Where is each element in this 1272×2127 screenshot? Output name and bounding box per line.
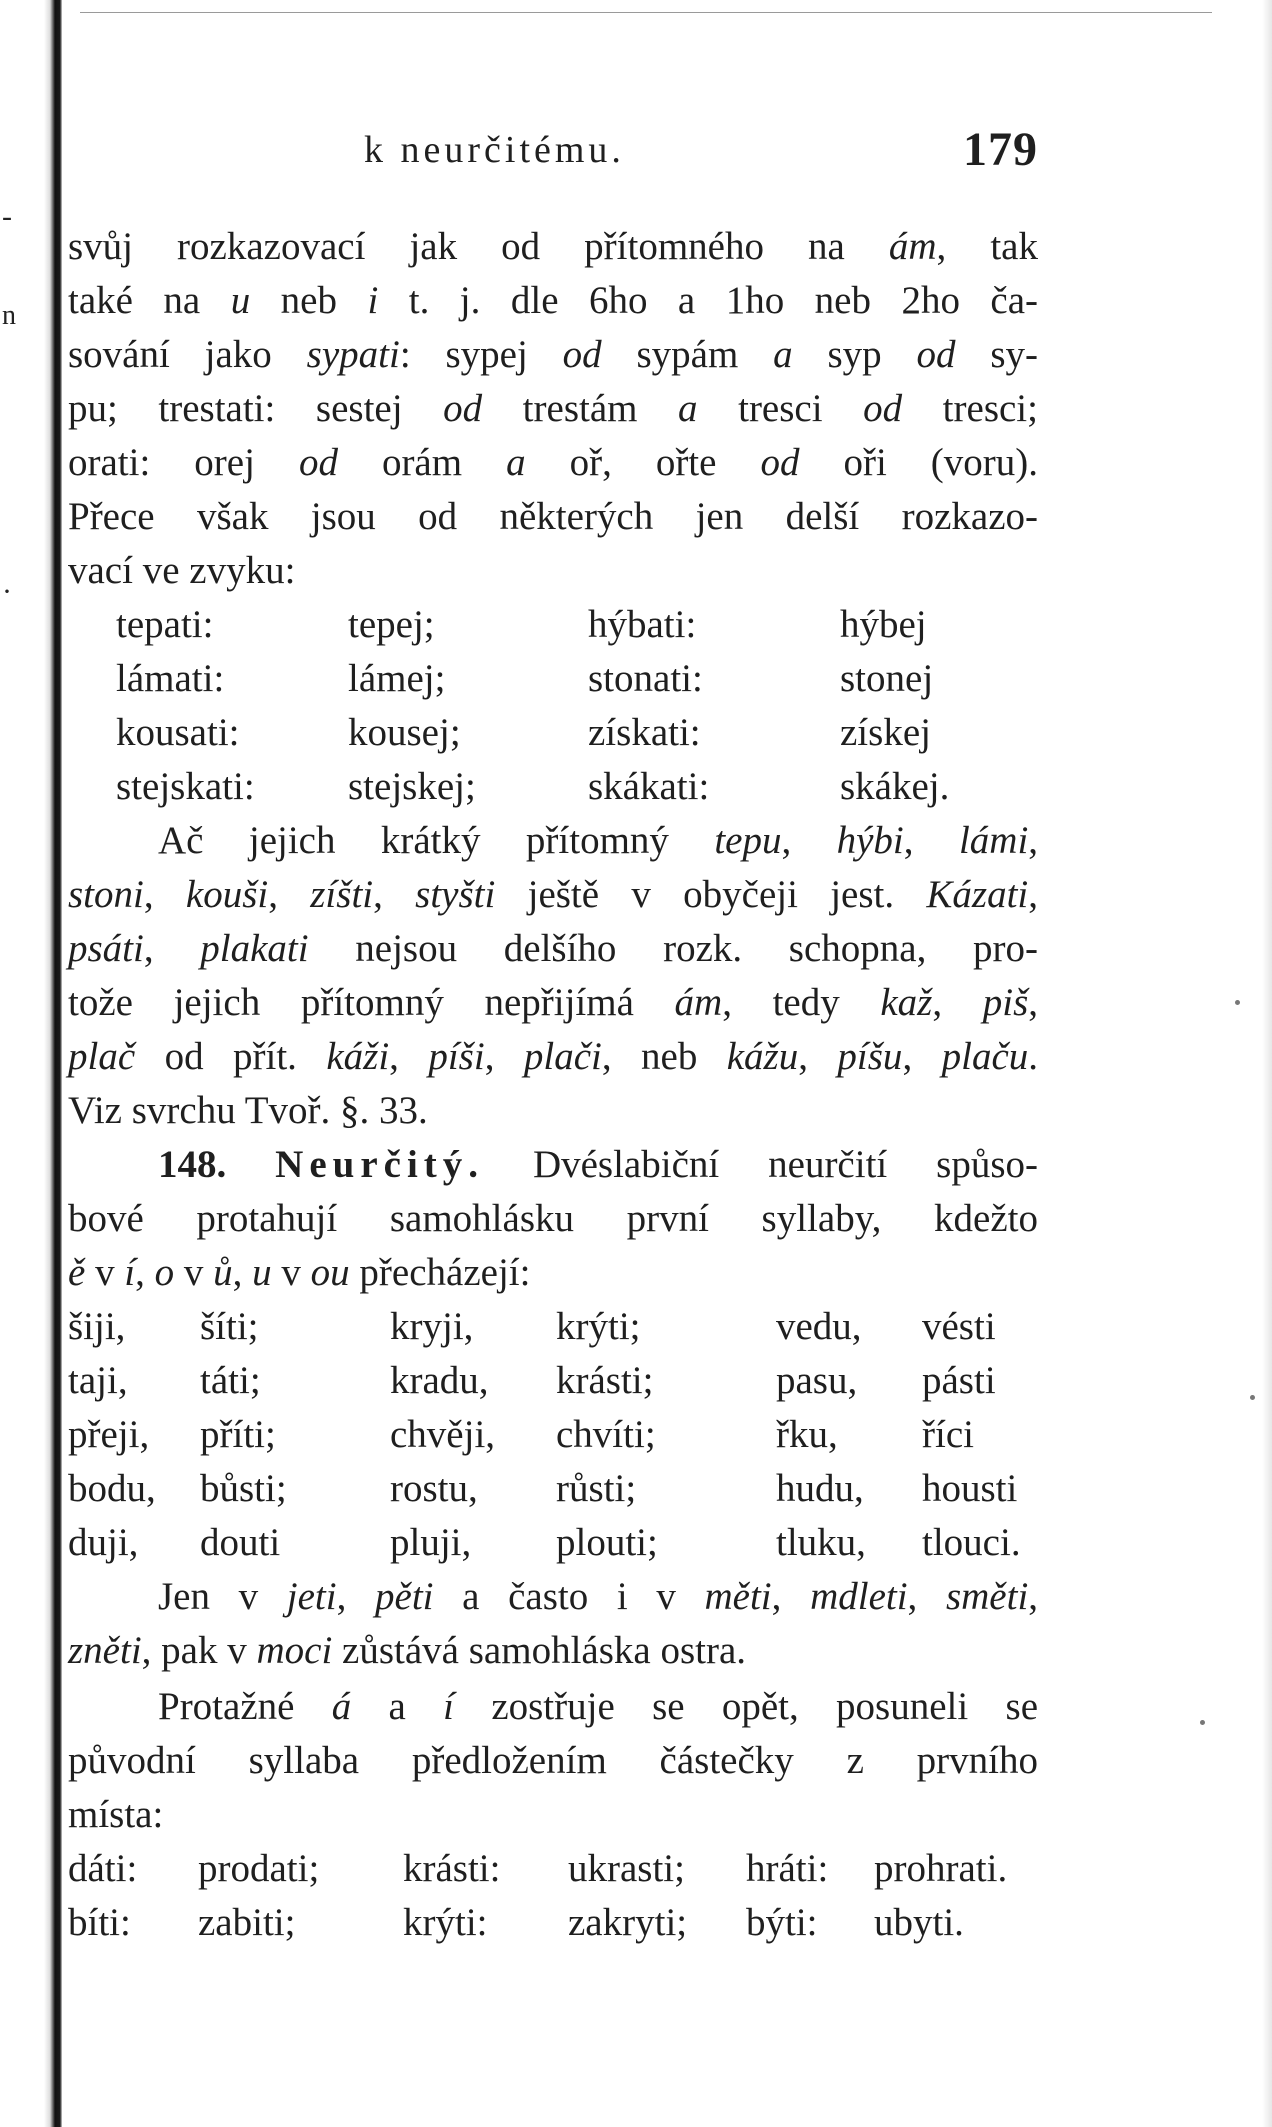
text-line: také na u neb i t. j. dle 6ho a 1ho neb 2ho ča-: [68, 279, 1039, 322]
table-cell: býti:: [746, 1901, 818, 1944]
table-cell: krýti:: [403, 1901, 488, 1944]
section-heading-line: 148. Neurčitý. Dvéslabiční neurčití spůso-: [158, 1143, 1039, 1186]
text-line: Protažné á a í zostřuje se opět, posuneli se: [158, 1685, 1039, 1728]
table-cell: příti;: [200, 1413, 276, 1456]
book-page: [68, 0, 1238, 2127]
table-cell: tluku,: [776, 1521, 866, 1564]
running-header: [68, 123, 1038, 178]
margin-mark: -: [2, 200, 12, 233]
table-cell: řku,: [776, 1413, 838, 1456]
table-cell: prohrati.: [874, 1847, 1008, 1890]
paper-speck: [1250, 1395, 1255, 1400]
text-line: ě v í, o v ů, u v ou přecházejí:: [68, 1251, 531, 1294]
text-line: orati: orej od orám a oř, ořte od oři (voru).: [68, 441, 1038, 484]
text-line: Přece však jsou od některých jen delší rozkazo-: [68, 495, 1038, 538]
section-heading: Neurčitý.: [275, 1143, 485, 1186]
table-cell: duji,: [68, 1521, 139, 1564]
table-cell: hýbati:: [588, 603, 697, 646]
table-cell: kousej;: [348, 711, 461, 754]
table-cell: rostu,: [390, 1467, 478, 1510]
table-cell: táti;: [200, 1359, 261, 1402]
page-right-edge: [1262, 0, 1272, 2127]
table-cell: stejskej;: [348, 765, 476, 808]
table-cell: získati:: [588, 711, 701, 754]
table-cell: ukrasti;: [568, 1847, 685, 1890]
table-cell: vedu,: [776, 1305, 862, 1348]
table-cell: říci: [922, 1413, 974, 1456]
margin-mark: n: [2, 300, 16, 331]
table-cell: pluji,: [390, 1521, 472, 1564]
table-cell: kousati:: [116, 711, 240, 754]
text-line: Viz svrchu Tvoř. §. 33.: [68, 1089, 428, 1132]
table-cell: bodu,: [68, 1467, 156, 1510]
section-number: 148.: [158, 1143, 227, 1186]
text-line: stoni, kouši, zíšti, styšti ještě v obyčeji jest. Kázati,: [68, 873, 1039, 916]
table-cell: tlouci.: [922, 1521, 1021, 1564]
table-cell: krýti;: [556, 1305, 641, 1348]
table-cell: lámati:: [116, 657, 225, 700]
text-line: tože jejich přítomný nepřijímá ám, tedy kaž, piš,: [68, 981, 1038, 1024]
table-cell: plouti;: [556, 1521, 658, 1564]
table-cell: lámej;: [348, 657, 446, 700]
table-cell: dáti:: [68, 1847, 138, 1890]
table-cell: tepati:: [116, 603, 214, 646]
margin-mark: ·: [2, 575, 12, 608]
table-cell: zabiti;: [198, 1901, 296, 1944]
table-cell: hudu,: [776, 1467, 864, 1510]
table-cell: stonati:: [588, 657, 703, 700]
text-line: vací ve zvyku:: [68, 549, 296, 592]
table-cell: krásti;: [556, 1359, 654, 1402]
text-line: Ač jejich krátký přítomný tepu, hýbi, lámi,: [158, 819, 1039, 862]
table-cell: ubyti.: [874, 1901, 964, 1944]
table-cell: zakryti;: [568, 1901, 688, 1944]
text-line: plač od přít. káži, píši, plači, neb kážu, píšu, plaču.: [68, 1035, 1039, 1078]
text-line: psáti, plakati nejsou delšího rozk. schopna, pro-: [68, 927, 1038, 970]
table-cell: bíti:: [68, 1901, 131, 1944]
table-cell: získej: [840, 711, 931, 754]
text-line: pu; trestati: sestej od trestám a tresci od tresci;: [68, 387, 1038, 430]
table-cell: bůsti;: [200, 1467, 287, 1510]
table-cell: taji,: [68, 1359, 128, 1402]
table-cell: housti: [922, 1467, 1018, 1510]
page-number: 179: [963, 123, 1038, 176]
table-cell: pasu,: [776, 1359, 858, 1402]
table-cell: krásti:: [403, 1847, 501, 1890]
table-cell: přeji,: [68, 1413, 150, 1456]
table-cell: hráti:: [746, 1847, 829, 1890]
text-line: místa:: [68, 1793, 164, 1836]
table-cell: stejskati:: [116, 765, 255, 808]
table-cell: kryji,: [390, 1305, 474, 1348]
table-cell: kradu,: [390, 1359, 489, 1402]
table-cell: douti: [200, 1521, 281, 1564]
table-cell: růsti;: [556, 1467, 637, 1510]
table-cell: stonej: [840, 657, 934, 700]
header-title: k neurčitému.: [364, 129, 625, 171]
text-line: bové protahují samohlásku první syllaby, kdežto: [68, 1197, 1038, 1240]
text-line: Jen v jeti, pěti a často i v měti, mdleti, směti,: [158, 1575, 1039, 1618]
table-cell: tepej;: [348, 603, 435, 646]
table-cell: chvíti;: [556, 1413, 656, 1456]
table-cell: šiji,: [68, 1305, 126, 1348]
table-cell: prodati;: [198, 1847, 320, 1890]
table-cell: hýbej: [840, 603, 927, 646]
text-line: původní syllaba předložením částečky z prvního: [68, 1739, 1038, 1782]
table-cell: pásti: [922, 1359, 996, 1402]
text-line: sování jako sypati: sypej od sypám a syp od sy-: [68, 333, 1038, 376]
text-line: svůj rozkazovací jak od přítomného na ám, tak: [68, 225, 1038, 268]
table-cell: vésti: [922, 1305, 996, 1348]
table-cell: skákati:: [588, 765, 710, 808]
table-cell: skákej.: [840, 765, 950, 808]
table-cell: šíti;: [200, 1305, 259, 1348]
text-line: zněti, pak v moci zůstává samohláska ostra.: [68, 1629, 747, 1672]
table-cell: chvěji,: [390, 1413, 496, 1456]
